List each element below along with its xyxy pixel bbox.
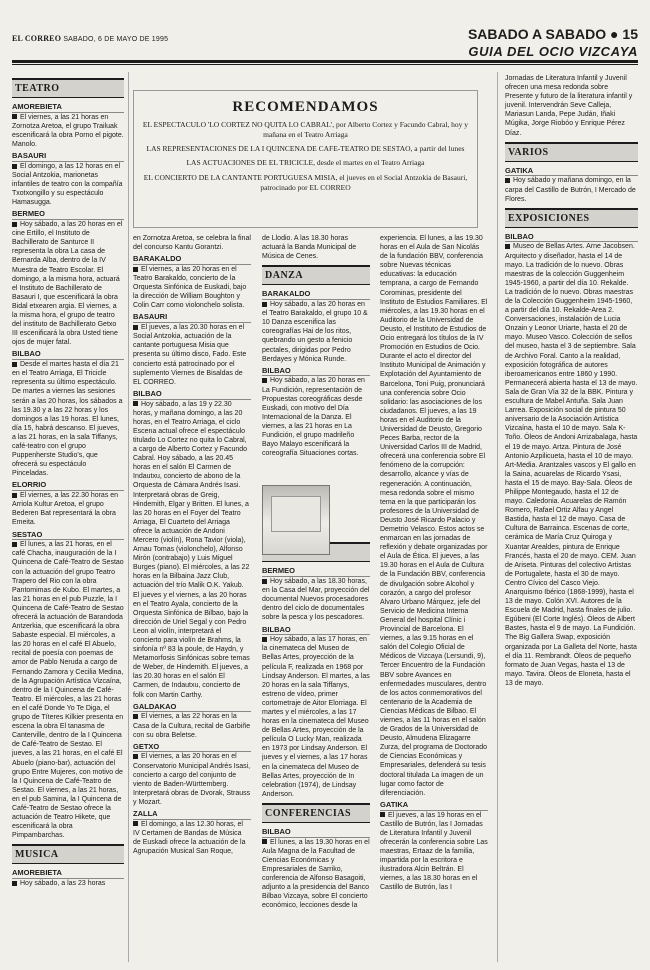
column-divider	[128, 72, 129, 962]
bullet-icon	[505, 244, 510, 249]
column-divider	[497, 72, 498, 962]
city-heading: GALDAKAO	[133, 702, 251, 713]
bullet-icon	[505, 178, 510, 183]
bullet-icon	[133, 401, 138, 406]
bullet-icon	[262, 302, 267, 307]
city-heading: BERMEO	[12, 209, 124, 220]
bullet-icon	[12, 881, 17, 886]
recommended-item: EL CONCIERTO DE LA CANTANTE PORTUGUESA MISIA, el jueves en el Social Antzokia de Basauri, patrocinado por EL CORREO	[143, 172, 468, 192]
city-heading: BILBAO	[505, 232, 638, 243]
date: SABADO, 6 DE MAYO DE 1995	[63, 36, 169, 43]
listing: El lunes, a las 21 horas, en el café Chacha, inauguración de la I Quincena de Café-Teatro de Sestao con la actuación del grupo Teatro Trapero del Rio con la obra Pantomimas de Kubo. El martes, a las 21 horas en el pub Puzzle, la I Quincena de Café-Teatro de Sestao ofrecerá la actuación de Barandoda Antzerkia, que escenificará la obra Sabaste especial. El miércoles, a las 20 horas en el café El Abuelo, recital de poesía con poemas de amor de Pablo Neruda a cargo de Fernando Zamora y Cecilia Medina, de la Agrupación Artística Vizcaína, dentro de la I Quincena de Café-Teatro. El miércoles, a las 21 horas en el café Donde Yo Te Diga, el grupo de Títeres Kilkier presenta en escena la obra El tanasma de Canterville, dentro de la I Quincena de Café-Teatro de Sestao. El jueves, a las 21 horas, en el café El Abuelo (piano-bar), actuación del grupo Entre Mujeres, con motivo de la I Quincena de Café-Teatro de Sestao. El viernes, a las 21 horas, en el pub Samina, la I Quincena de Café-Teatro de Sestao ofrece la actuación de Teatro Hikete, que escenificará la obra Pimpambarchas.	[12, 541, 124, 840]
city-heading: AMOREBIETA	[12, 102, 124, 113]
recommended-box	[133, 90, 478, 228]
bullet-icon	[262, 637, 267, 642]
bullet-icon	[12, 493, 17, 498]
city-heading: GETXO	[133, 742, 251, 753]
bullet-icon	[12, 362, 17, 367]
section-heading-varios: VARIOS	[505, 142, 638, 162]
header-rule-thin	[12, 64, 638, 65]
section-heading-exposiciones: EXPOSICIONES	[505, 208, 638, 228]
bullet-icon	[12, 222, 17, 227]
header-date	[12, 34, 168, 43]
bullet-icon	[133, 267, 138, 272]
listing: Hoy sábado, a las 23 horas	[12, 879, 124, 888]
listing: Hoy sábado, a las 18.30 horas, en la Casa del Mar, proyección del documental Nuevos procesadores dentro del ciclo de documentales sobre la pesca y los pescadores.	[262, 578, 370, 622]
column-3	[262, 234, 370, 912]
listing: en Zornotza Aretoa, se celebra la final del concurso Kantu Gorantzi.	[133, 235, 251, 252]
guide-title: GUIA DEL OCIO VIZCAYA	[468, 44, 638, 59]
listing: El jueves, a las 20.30 horas en el Social Antzokia, actuación de la cantante portuguesa Misia que presenta su último disco, Fado. Este concierto está patrocinado por el suplemento Viernes de Bisaldas de EL CORREO.	[133, 324, 247, 386]
photo-image	[262, 485, 330, 555]
bullet-icon	[262, 839, 267, 844]
section-heading-musica: MUSICA	[12, 844, 124, 864]
bullet-icon	[380, 812, 385, 817]
city-heading: GATIKA	[380, 800, 488, 811]
city-heading: ELORRIO	[12, 480, 124, 491]
column-1	[12, 74, 124, 890]
listing: Desde el martes hasta el día 21 en el Teatro Arriaga, El Tricicle representa su último espectáculo. De martes a viernes las sesiones serán a las 20 horas, los sábados a las 19.30 y a las 22 horas y los domingos a las 19 horas. El lunes, día 15, habrá descanso. El jueves, a las 21 horas, en la sala Tiffanys, café-teatro con el grupo Puppenherste Studio's, que ofrecerá su espectáculo Pinceladas.	[12, 361, 123, 478]
listing: El viernes, a las 22.30 horas en Arriola Kultur Aretoa, el grupo Bederen Bat representará la obra Emeita.	[12, 492, 119, 527]
recommended-title: RECOMENDAMOS	[232, 99, 379, 115]
listing: Hoy sábado y mañana domingo, en la carpa del Castillo de Butrón, I Mercado de Flores.	[505, 177, 636, 203]
listing: Jornadas de Literatura Infantil y Juvenil ofrecen una mesa redonda sobre Presente y futuro de la literatura infantil y juvenil. Intervendrán Seve Calleja, Mariasun Landa, Pepe Judán, Iñaki Múgika, Jorge Riobóo y Enrique Pérez Díaz.	[505, 75, 633, 137]
listing: El jueves, a las 19 horas en el Castillo de Butrón, las I Jornadas de Literatura Infantil y Juvenil ofrecerán la conferencia sobre Las maestras, Ertaaz de la familia, impartida por la escritora e ilustradora Alcin Beltrán. El viernes, a las 18.30 horas en el Castillo de Butrón, las I	[380, 811, 488, 892]
city-heading: GATIKA	[505, 166, 638, 177]
header-rule	[12, 60, 638, 63]
bullet-icon	[133, 714, 138, 719]
listing: Hoy sábado, a las 20 horas en el cine Ertillo, el Instituto de Bachillerato de Santurce II representa la obra La casa de Bernarda Alba, dentro de la IV Muestra de Teatro Escolar. El domingo, a la misma hora, actuará el Instituto de Bachillerato de Basauri I, que escenificará la obra Bidal etxearen argia. El viernes, a la misma hora, el grupo de teatro del instituto de Bachillerato Getxo III escenificará la obra Usted tiene ojos de mujer fatal.	[12, 221, 123, 347]
column-4	[380, 234, 488, 894]
column-5	[505, 74, 638, 690]
photo-detail	[271, 496, 321, 532]
city-heading: BARAKALDO	[262, 289, 370, 300]
section-heading-danza: DANZA	[262, 265, 370, 285]
city-heading: BILBAO	[12, 349, 124, 360]
bullet-icon	[262, 579, 267, 584]
listing: experiencia. El lunes, a las 19.30 horas en el Aula de San Nicolás de la fundación BBV, conferencia sobre Nuevas técnicas educativas: la educación temprana, a cargo de Fernando Corominas, presidente del Instituto de Estudios Familiares. El miércoles, a las 19.30 horas en el Auditorio de la Universidad de Deusto, el Instituto de Estudios de Ocio entregará los títulos de la IV Promoción en Estudios de Ocio. Durante el acto el director del Instituto Municipal de Animación y Explotación del Ayuntamiento de Barcelona, Toni Puig, pronunciará una conferencia sobre Ocio solidario: las asociaciones de los ciudadanos. El jueves, a las 19 horas en el Auditorio de la Universidad de Deusto, Gregorio Peces Barba, rector de la Universidad Carlos III de Madrid, ofrecerá una conferencia sobre El fenómeno de la corrupción: desarrollo, alcance y vías de regeneración. A continuación, mesa redonda sobre el mismo tema en la que participarán los profesores de la Universidad de Deusto José Ricardo Palacio y Demetrio Velasco. Estos actos se enmarcan en las jornadas de reflexión y debate organizadas por el Aula de Ética. El jueves, a las 19.30 horas en el Aula de Cultura de la Fundación BBV, conferencia de divulgación sobre Alcohol y corazón, a cargo del profesor Alvaro Urbano Márquez, jefe del Servicio de Medicina Interna General del hospital Clínic i Provincial de Barcelona. El viernes, a las 9.15 horas en el salón del Colegio Oficial de Médicos de Vizcaya (Lersundi, 9), Tercer Encuentro de la Fundación BBV sobre Avances en enfermedades musculares, dentro de los actos conmemorativos del centenario de la Academia de Ciencias Médicas de Bilbao. El viernes, a las 11 horas en el salón de Grados de la Universidad de Deusto, Almudena Elizagarre Zurza, del programa de Doctorado de Ciencias Económicas y Empresariales, defenderá su tesis doctoral titulada La imagen de un lugar como factor de diferenciación.	[380, 235, 488, 797]
city-heading: AMOREBIETA	[12, 868, 124, 879]
bullet-icon	[12, 542, 17, 547]
city-heading: BERMEO	[262, 566, 370, 577]
bullet-icon	[133, 821, 138, 826]
city-heading: ZALLA	[133, 809, 251, 820]
section-heading-conferencias: CONFERENCIAS	[262, 803, 370, 823]
paper-name: EL CORREO	[12, 34, 62, 43]
bullet-icon	[12, 114, 17, 119]
city-heading: BARAKALDO	[133, 254, 251, 265]
recommended-item: LAS ACTUACIONES DE EL TRICICLE, desde el martes en el Teatro Arriaga	[186, 158, 425, 168]
bullet-icon	[262, 378, 267, 383]
bullet-icon	[133, 325, 138, 330]
listing: Hoy sábado, a las 20 horas en La Fundición, representación de Propuestas coreográficas desde Euskadi, con motivo del Día Internacional de la Danza. El viernes, a las 21 horas en La Fundición, el grupo madrileño Bayo Malayo escenificará la coreografía Situaciones cortas.	[262, 377, 365, 458]
listing: El viernes, a las 20 horas en el Teatro Barakaldo, concierto de la Orquesta Sinfónica de Euskadi, bajo la dirección de William Boughton y Colin Carr como violonchelo solista.	[133, 265, 247, 310]
city-heading: BASAURI	[133, 312, 251, 323]
recommended-item: EL ESPECTACULO 'LO CORTEZ NO QUITA LO CABRAL', por Alberto Cortez y Facundo Cabral, hoy y mañana en el Teatro Arriaga	[142, 120, 469, 140]
city-heading: BILBAO	[133, 389, 251, 400]
bullet-icon	[12, 164, 17, 169]
listing: El viernes, a las 21 horas en Zornotza Aretoa, el grupo Trailuak escenificará la obra Porno el pigote. Manolo.	[12, 113, 124, 149]
city-heading: SESTAO	[12, 530, 124, 541]
city-heading: BASAURI	[12, 151, 124, 162]
listing: Hoy sábado, a las 20 horas en el Teatro Barakaldo, el grupo 10 & 10 Danza escenifica las coreografías Hai de los ritos, quebrando un gesto a fenicio pectales, dirigidas por Pedro Berdayes y Mónica Runde.	[262, 301, 368, 363]
listing: de Llodio. A las 18.30 horas actuará la Banda Municipal de Música de Cenes.	[262, 235, 357, 261]
section-heading-teatro: TEATRO	[12, 78, 124, 98]
recommended-item: LAS REPRESENTACIONES DE LA I QUINCENA DE CAFE-TEATRO DE SESTAO, a partir del lunes	[146, 144, 465, 154]
city-heading: BILBAO	[262, 625, 370, 636]
city-heading: BILBAO	[262, 366, 370, 377]
listing: El viernes, a las 22 horas en la Casa de la Cultura, recital de Garbiñe con su obra Beletse.	[133, 713, 251, 739]
section-title: SABADO A SABADO ● 15	[467, 26, 638, 42]
column-2	[133, 234, 251, 858]
listing: El viernes, a las 20 horas en el Conservatorio Municipal Andrés Isasi, concierto a cargo del conjunto de viento de Baden-Württemberg. Interpretará obras de Dvorak, Strauss y Mozart.	[133, 753, 251, 806]
listing: El lunes, a las 19.30 horas en el Aula Magna de la Facultad de Ciencias Económicas y Empresariales de Sarriko, conferencia de Alfonso Basagoiti, adjunto a la presidencia del Banco Bilbao Vizcaya, sobre El concierto económico, lecciones desde la	[262, 838, 370, 910]
section-name: SABADO A SABADO	[467, 26, 607, 42]
listing: El domingo, a las 12.30 horas, el IV Certamen de Bandas de Música de Euskadi ofrece la actuación de la Agrupación Musical San Roque,	[133, 820, 246, 856]
listing: El domingo, a las 12 horas en el Social Antzokia, marionetas infantiles de teatro con la compañía Txotxongillo y su espectáculo Hamasugga.	[12, 162, 123, 207]
listing: Museo de Bellas Artes. Arne Jacobsen. Arquitecto y diseñador, hasta el 14 de mayo. La tradición de lo nuevo. Obras maestras de la colección Guggenheim 1945-1960, a partir del día 10. Rekalde. La tradición de lo nuevo. Obras maestras de la Colección Guggenheim 1945-1960, a partir del día 10. Rekalde-Area 2. Conversaciones, instalación de Lucia Onzain y Leonor Uriarte, hasta el 20 de mayo. Museo Vasco. Colección de sellos del museo, hasta el 3 de septiembre. Sala de Archivo Foral. Canto a la realidad, exposición fotográfica de autores iberoamericanos entre 1860 y 1990. Permanecerá abierta hasta el 13 de mayo. Sala de Gran Vía 32 de la BBK. Pintura y escultura de Mabel Antuña. Sala Juan Larrea. Exposición social de pintura 50 aniversario de la Asociación Artística Vizcaína, hasta el 10 de mayo. Sala K-Toño. Óleos de Andoni Arrizabalaga, hasta el 19 de mayo. Artza. Pintura de José Antonio Azpilicueta, hasta el 10 de mayo. Art-Media. Arantzales vascos y El gallo en la Saina, acuarelas de Ricardo Ysasi, hasta el 15 de mayo. Bay-Sala. Óleos de Philippe Montegaudo, hasta el 12 de mayo. Caledonia. Acuarelas de Ramón Romero, Rafael Ortiz Alfau y Angel Bastida, hasta el 12 de mayo. Casa de Cultura de Barrainca. Escenas de corte, cerámica de María Cruz Quiroga y Xuantar Arealdes, pintura de Enrique Francés, hasta el 20 de mayo. CEM. Juan de Ariseta. Pinturas del colectivo Artistas de Portugalete, hasta el 30 de mayo. Centro Cívico del Casco Viejo. Anarquismo Ibérico (1868-1999), hasta el 13 de mayo. Colón XVI. Autores de la Escuela de Madrid, hasta finales de julio. Egúbeni (El Corte Inglés). Óleos de Albert Bastes, hasta el 9 de mayo. La Fundición. The Big Gallera Swap, exposición organizada por La Galleta del Norte, hasta el día 11. Rembrandt. Óleos de pequeño formato de Juan Vegas, hasta el 13 de mayo. Tavira. Óleos de Eloneta, hasta el 13 de mayo.	[505, 243, 638, 687]
listing: Hoy sábado, a las 19 y 22.30 horas, y mañana domingo, a las 20 horas, en el Teatro Arriaga, el ciclo Escena actual ofrece el espectáculo titulado Lo Cortez no quita lo Cabral, a cargo de Alberto Cortez y Facundo Cabral. Hoy sábado, a las 20.45 horas en el salón El Carmen de Indautxu, concierto de abono de la Orquesta de Cámara Andrés Isasi. Interpretará obras de Greig, Hindemith, Elgar y Britten. El lunes, a las 20 horas en el Foyer del Teatro Arriaga, El Cuarteto del Arriaga ofrece la actuación de Andoni Mercero (violín), Rona Tavior (viola), Arnau Tomas (violonchelo), Alfonso Mirón (contrabajo) y Luis Miguel Burges (piano). El miércoles, a las 22 horas en la Bilbaina Jazz Club, actuación del trío Malik O.K. Yakub. El jueves y el viernes, a las 20 horas en el Teatro Ayala, concierto de la Orquesta Sinfónica de Bilbao, bajo la dirección de Uriel Segal y con Pedro Leon al violín, interpretará el concierto para violín de Brahms, la sinfonía nº 83 la poule, de Haydn, y Metamorfosis Sinfónicas sobre temas de Weber, de Hindemith. El jueves, a las 20.30 horas en el salón El Carmen, de Indautxu, concierto de folk con Martin Carthy.	[133, 400, 250, 699]
bullet-icon	[133, 754, 138, 759]
listing: Hoy sábado, a las 17 horas, en la cinemateca del Museo de Bellas Artes, proyección de la película F, realizada en 1968 por Lindsay Anderson. El martes, a las 20 horas en la sala Tiffanys, estreno de vídeo, primer cortometraje de Aitor Elorriaga. El martes y el miércoles, a las 17 horas en la cinemateca del Museo de Bellas Artes, proyección de la película O Lucky Man, realizada en 1973 por Lindsay Anderson. El jueves y el viernes, a las 17 horas en la cinemateca del Museo de Bellas Artes, proyección de In celebration (1974), de Lindsay Anderson.	[262, 636, 370, 798]
page-number: 15	[622, 26, 638, 42]
city-heading: BILBAO	[262, 827, 370, 838]
